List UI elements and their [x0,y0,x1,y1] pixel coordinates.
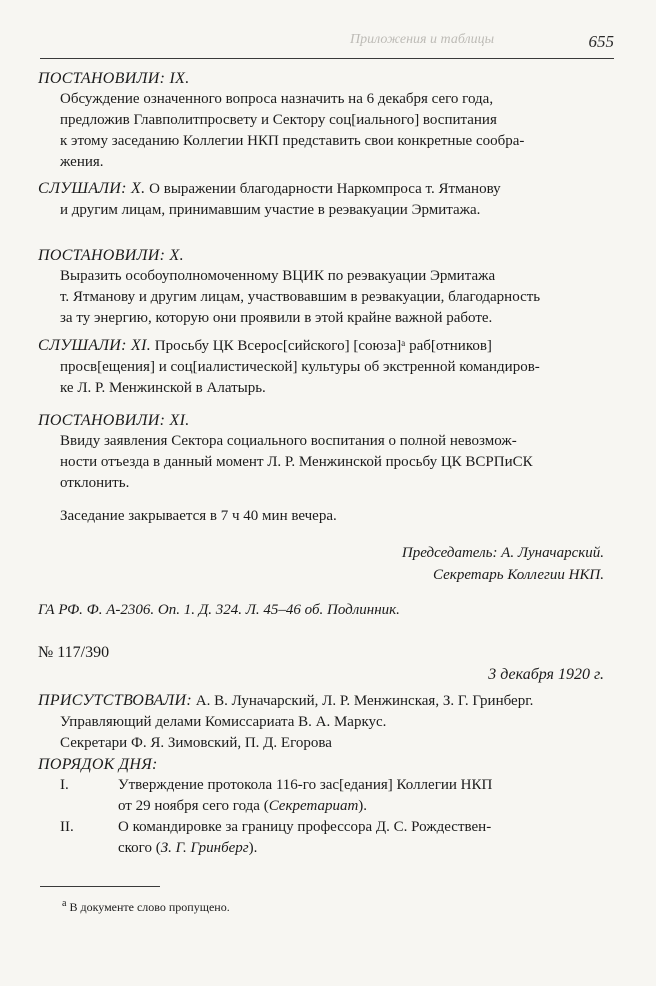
header-rule [40,58,614,59]
agenda-item: I. Утверждение протокола 116-го зас[едания] Коллегии НКП от 29 ноября сего года (Секретариат). [60,777,493,814]
resolution-ix [38,68,604,173]
chairman-signature: Председатель: А. Луначарский. [401,545,604,561]
paragraph: Ввиду заявления Сектора социального воспитания о полной невозмож- ности отъезда в данный момент Л. Р. Менжинской просьбу ЦК ВСРПиСК отклонить. [60,433,533,491]
paragraph: и другим лицам, принимавшим участие в реэвакуации Эрмитажа. [60,202,481,218]
footnote-marker: а [62,898,67,909]
running-title: Приложения и таблицы [350,32,495,47]
signatures [38,542,604,586]
paragraph-line: Просьбу ЦК Всерос[сийского] [союза]ᵃ раб[отников] [151,338,492,354]
attendees-line: Управляющий делами Комиссариата В. А. Маркус. [60,714,387,730]
resolution-x [38,245,604,329]
paragraph: Выразить особоуполномоченному ВЦИК по реэвакуации Эрмитажа т. Ятманову и другим лицам, участвовавшим в реэвакуации, благодарность за ту энергию, которую они проявили в этой крайне важной работе. [60,268,541,326]
footnote [62,898,230,915]
document-number: № 117/390 [38,644,110,661]
heard-xi [38,335,604,399]
attendees-label: ПРИСУТСТВОВАЛИ: [38,692,192,709]
agenda-item: II. О командировке за границу профессора Д. С. Рождествен- ского (З. Г. Гринберг). [60,819,492,856]
paragraph: Обсуждение означенного вопроса назначить на 6 декабря сего года, предложив Главполитпросвету и Сектору соц[иального] воспитания к этому заседанию Коллегии НКП представить свои конкретные сообра- жения. [60,91,525,170]
heard-x [38,178,604,221]
archive-reference: ГА РФ. Ф. А-2306. Оп. 1. Д. 324. Л. 45–46 об. Подлинник. [38,602,400,618]
secretary-signature: Секретарь Коллегии НКП. [433,567,604,583]
section-heading: ПОСТАНОВИЛИ: X. [38,247,184,264]
page-number: 655 [588,32,614,51]
closing-line: Заседание закрывается в 7 ч 40 мин вечера. [60,508,337,524]
agenda-heading: ПОРЯДОК ДНЯ: [38,756,158,773]
attendees-line: А. В. Луначарский, Л. Р. Менжинская, З. Г. Гринберг. [192,693,534,709]
section-heading: ПОСТАНОВИЛИ: IX. [38,70,190,87]
page-header [40,30,614,56]
document-date: 3 декабря 1920 г. [488,666,604,683]
paragraph: просв[ещения] и соц[иалистической] культуры об экстренной командиров- ке Л. Р. Менжинской в Алатырь. [60,359,540,396]
paragraph-line: О выражении благодарности Наркомпроса т. Ятманову [145,181,501,197]
attendees-line: Секретари Ф. Я. Зимовский, П. Д. Егорова [60,735,332,751]
section-heading: СЛУШАЛИ: X. [38,180,146,197]
footnote-rule [40,886,160,887]
section-heading: ПОСТАНОВИЛИ: XI. [38,412,190,429]
attendees [38,690,604,754]
agenda [38,754,604,859]
resolution-xi [38,410,604,494]
footnote-text: В документе слово пропущено. [66,900,230,914]
section-heading: СЛУШАЛИ: XI. [38,337,152,354]
